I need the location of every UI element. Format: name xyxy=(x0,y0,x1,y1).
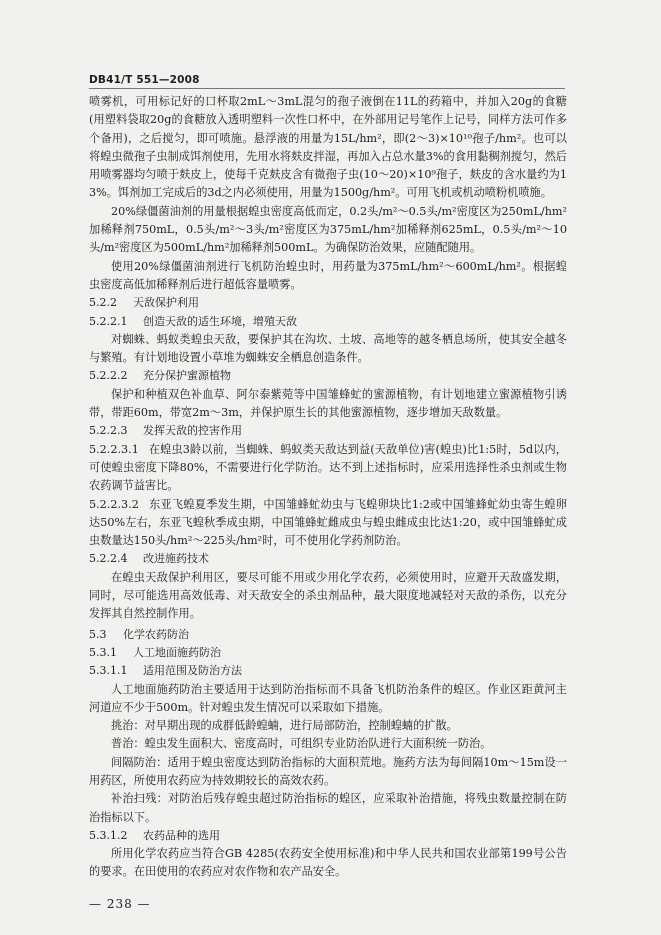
section-5-3: 5.3 化学农药防治 xyxy=(89,627,189,641)
paragraph-interval-treatment: 间隔防治：适用于蝗虫密度达到防治指标的大面积荒地。施药方法为每间隔10m～15m设一用药区，所使用农药应为持效期较长的高效农药。 xyxy=(89,755,567,787)
section-5-3-1: 5.3.1 人工地面施药防治 xyxy=(89,645,221,659)
section-5-2-2-1: 5.2.2.1 创造天敌的适生环境，增殖天敌 xyxy=(89,314,297,328)
section-5-2-2-3-2: 5.2.2.3.2 东亚飞蝗夏季发生期，中国雏蜂虻幼虫与飞蝗卵块比1:2或中国雏蜂虻幼虫寄生蝗卵达50%左右，东亚飞蝗秋季成虫期，中国雏蜂虻雌成虫与蝗虫雌成虫比达1:20，或中国雏蜂虻成虫数量达150头/hm²～225头/hm²时，可不使用化学药剂防治。 xyxy=(89,497,567,548)
section-5-3-1-2: 5.3.1.2 农药品种的选用 xyxy=(89,828,220,842)
section-5-2-2-2: 5.2.2.2 充分保护蜜源植物 xyxy=(89,369,231,383)
header-rule xyxy=(89,88,565,89)
section-5-3-1-1: 5.3.1.1 适用范围及防治方法 xyxy=(89,664,242,678)
section-5-2-2: 5.2.2 天敌保护利用 xyxy=(89,296,199,310)
paragraph-spot-treatment: 挑治：对早期出现的成群低龄蝗蝻，进行局部防治，控制蝗蝻的扩散。 xyxy=(111,719,458,733)
paragraph-improve-spraying: 在蝗虫天敌保护利用区，要尽可能不用或少用化学农药，必须使用时，应避开天敌盛发期，同时，尽可能选用高效低毒、对天敌安全的杀虫剂品种，最大限度地减轻对天敌的杀伤，以充分发挥其自然控制作用。 xyxy=(89,570,567,621)
paragraph-spider-habitat: 对蜘蛛、蚂蚁类蝗虫天敌，要保护其在沟坎、土坡、高地等的越冬栖息场所，使其安全越冬与繁殖。有计划地设置小草堆为蜘蛛安全栖息创造条件。 xyxy=(89,332,567,365)
paragraph-aircraft-dosage: 使用20%绿僵菌油剂进行飞机防治蝗虫时，用药量为375mL/hm²～600mL/hm²。根据蝗虫密度高低加稀释剂后进行超低容量喷雾。 xyxy=(89,259,567,291)
paragraph-full-treatment: 普治：蝗虫发生面积大、密度高时，可组织专业防治队进行大面积统一防治。 xyxy=(111,737,492,751)
paragraph-spray-suspension: 喷雾机，可用标记好的口杯取2mL～3mL混匀的孢子液倒在11L的药箱中，并加入20g的食糖(用塑料袋取20g的食糖放入透明塑料一次性口杯中，在外部用记号笔作上记号，同样方法可作多个备用)，之后搅匀，即可喷施。悬浮液的用量为15L/hm²，即(2～3)×10¹⁰孢子/hm²。也可以将蝗虫微孢子虫制成饵剂使用，先用水将麸皮拌湿，再加入占总水量3%的食用黏稠剂搅匀，然后用喷雾器均匀喷于麸皮上，使每千克麸皮含有微孢子虫(10～20)×10⁹孢子，麸皮的含水量约为13%。饵剂加工完成后的3d之内必须使用，用量为1500g/hm²。可用飞机或机动喷粉机喷施。 xyxy=(89,95,567,200)
standard-code: DB41/T 551—2008 xyxy=(89,74,200,86)
paragraph-follow-up-treatment: 补治扫残：对防治后残存蝗虫超过防治指标的蝗区，应采取补治措施，将残虫数量控制在防治指标以下。 xyxy=(89,792,567,824)
paragraph-oil-dosage: 20%绿僵菌油剂的用量根据蝗虫密度高低而定，0.2头/m²～0.5头/m²密度区为250mL/hm²加稀释剂750mL，0.5头/m²～3头/m²密度区为375mL/hm²加稀释剂625mL，0.5头/m²～10头/m²密度区为500mL/hm²加稀释剂500mL。为确保防治效果，应随配随用。 xyxy=(89,204,567,255)
document-body xyxy=(89,93,567,882)
page-number: — 238 — xyxy=(89,897,151,911)
section-5-2-2-3: 5.2.2.3 发挥天敌的控害作用 xyxy=(89,424,242,438)
section-5-2-2-3-1: 5.2.2.3.1 在蝗虫3龄以前，当蜘蛛、蚂蚁类天敌达到益(天敌单位)害(蝗虫)比1:5时，5d以内，可使蝗虫密度下降80%，不需要进行化学防治。达不到上述指标时，应采用选择性杀虫剂或生物农药调节益害比。 xyxy=(89,442,567,493)
paragraph-ground-spraying: 人工地面施药防治主要适用于达到防治指标而不具备飞机防治条件的蝗区。作业区距黄河主河道应不少于500m。针对蝗虫发生情况可以采取如下措施。 xyxy=(89,682,567,714)
section-5-2-2-4: 5.2.2.4 改进施药技术 xyxy=(89,552,209,566)
paragraph-nectar-plants: 保护和种植双色补血草、阿尔泰紫菀等中国雏蜂虻的蜜源植物，有计划地建立蜜源植物引诱带，带距60m，带宽2m～3m，并保护原生长的其他蜜源植物，逐步增加天敌数量。 xyxy=(89,387,567,420)
paragraph-pesticide-standard: 所用化学农药应当符合GB 4285(农药安全使用标准)和中华人民共和国农业部第199号公告的要求。在田使用的农药应对农作物和农产品安全。 xyxy=(89,847,567,879)
